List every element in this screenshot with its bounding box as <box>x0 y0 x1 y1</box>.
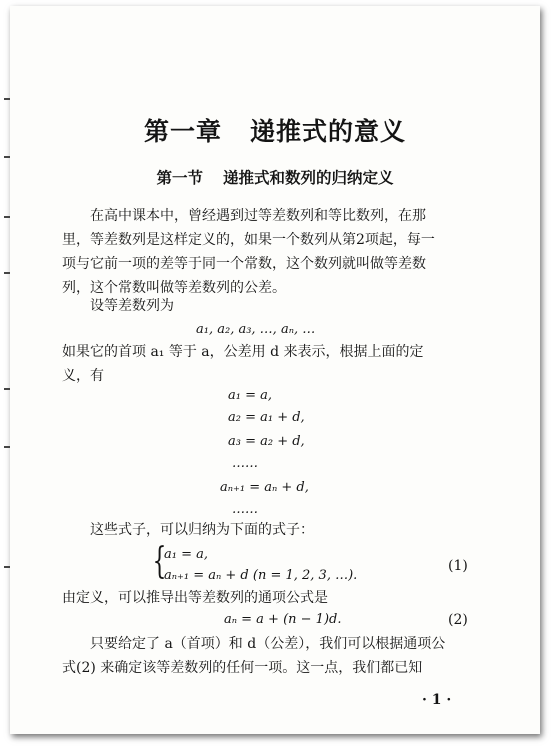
recurrence-line: …… <box>232 502 258 517</box>
paragraph-derive <box>62 586 482 610</box>
text-line: 项与它前一项的差等于同一个常数，这个数列就叫做等差数 <box>62 256 426 272</box>
text-line: 设等差数列为 <box>90 298 174 314</box>
equation-number-2: (2) <box>448 612 468 628</box>
text-line: 由定义，可以推导出等差数列的通项公式是 <box>62 590 328 606</box>
scan-margin-mark <box>4 216 10 218</box>
paragraph-let <box>62 294 482 318</box>
paragraph-given <box>62 632 482 680</box>
section-number: 第一节 <box>156 168 203 187</box>
book-page <box>10 6 540 734</box>
paragraph-definition <box>62 340 482 388</box>
chapter-title: 递推式的意义 <box>250 117 407 146</box>
recurrence-line: …… <box>232 456 258 471</box>
paragraph-intro <box>62 204 482 300</box>
text-line: 里，等差数列是这样定义的，如果一个数列从第2项起，每一 <box>62 232 435 248</box>
scan-margin-mark <box>4 98 10 100</box>
text-line: 义，有 <box>62 368 104 384</box>
recurrence-line: a₁ = a, <box>228 388 273 403</box>
brace-symbol: { <box>152 541 167 582</box>
general-term-formula: aₙ = a + (n − 1)d. <box>224 612 342 627</box>
scan-margin-mark <box>4 156 10 158</box>
text-line: 这些式子，可以归纳为下面的式子： <box>90 522 314 538</box>
chapter-number: 第一章 <box>143 117 222 146</box>
recurrence-line: aₙ₊₁ = aₙ + d, <box>220 480 309 495</box>
text-line: 列，这个常数叫做等差数列的公差。 <box>62 280 286 296</box>
text-line: 在高中课本中，曾经遇到过等差数列和等比数列，在那 <box>90 208 426 224</box>
equation-number-1: (1) <box>448 558 468 574</box>
text-line: 只要给定了 a（首项）和 d（公差），我们可以根据通项公 <box>90 636 446 652</box>
section-title: 递推式和数列的归纳定义 <box>223 168 394 187</box>
text-line: 如果它的首项 a₁ 等于 a，公差用 d 来表示，根据上面的定 <box>62 344 424 360</box>
section-heading <box>10 166 540 188</box>
recurrence-line: a₃ = a₂ + d, <box>228 434 305 449</box>
scan-margin-mark <box>4 272 10 274</box>
system-line-2: aₙ₊₁ = aₙ + d (n = 1, 2, 3, …). <box>164 568 358 583</box>
system-line-1: a₁ = a, <box>164 547 209 562</box>
scan-margin-mark <box>4 388 10 390</box>
text-line: 式(2) 来确定该等差数列的任何一项。这一点，我们都已知 <box>62 660 423 676</box>
recurrence-line: a₂ = a₁ + d, <box>228 410 305 425</box>
scan-margin-mark <box>4 566 10 568</box>
chapter-heading <box>10 112 540 148</box>
scan-margin-mark <box>4 446 10 448</box>
page-number: · 1 · <box>422 692 452 708</box>
paragraph-summarize <box>62 518 482 542</box>
sequence-formula: a₁, a₂, a₃, …, aₙ, … <box>196 322 316 337</box>
